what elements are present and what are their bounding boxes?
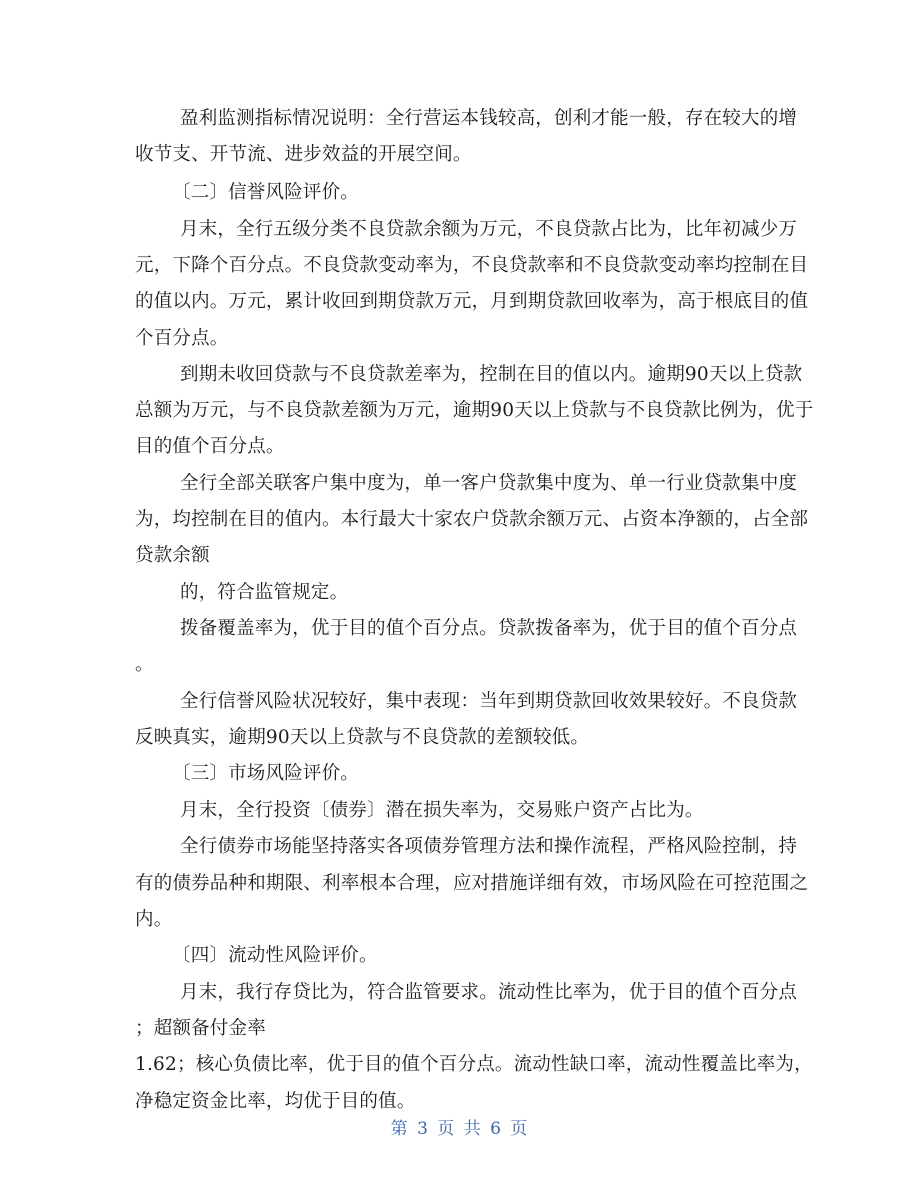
text-line: 反映真实，逾期90天以上贷款与不良贷款的差额较低。	[135, 727, 590, 748]
text-line: 收节支、开节流、进步效益的开展空间。	[135, 144, 472, 165]
section-heading: 〔三〕市场风险评价。	[172, 763, 360, 784]
text-line: 贷款余额	[135, 545, 210, 566]
text-line: 全行全部关联客户集中度为，单一客户贷款集中度为、单一行业贷款集中度	[180, 473, 798, 494]
text-line: 有的债券品种和期限、利率根本合理，应对措施详细有效，市场风险在可控范围之	[135, 873, 809, 894]
text-line: 元，下降个百分点。不良贷款变动率为，不良贷款率和不良贷款变动率均控制在目	[135, 255, 809, 276]
text-line: 净稳定资金比率，均优于目的值。	[135, 1091, 416, 1112]
text-line: 1.62；核心负债比率，优于目的值个百分点。流动性缺口率，流动性覆盖比率为，	[135, 1054, 813, 1075]
page-number-footer: 第 3 页 共 6 页	[390, 1119, 530, 1139]
text-line: 个百分点。	[135, 328, 229, 349]
text-line: 为，均控制在目的值内。本行最大十家农户贷款余额万元、占资本净额的，占全部	[135, 509, 809, 530]
text-line: 的，符合监管规定。	[180, 582, 349, 603]
text-line: 。	[135, 654, 154, 675]
text-line: 目的值个百分点。	[135, 436, 285, 457]
text-line: 盈利监测指标情况说明：全行营运本钱较高，创利才能一般，存在较大的增	[180, 108, 798, 129]
section-heading: 〔二〕信誉风险评价。	[172, 182, 360, 203]
text-line: 内。	[135, 909, 173, 930]
text-line: 总额为万元，与不良贷款差额为万元，逾期90天以上贷款与不良贷款比例为，优于	[135, 400, 814, 421]
text-line: 全行信誉风险状况较好，集中表现：当年到期贷款回收效果较好。不良贷款	[180, 691, 798, 712]
text-line: 拨备覆盖率为，优于目的值个百分点。贷款拨备率为，优于目的值个百分点	[180, 618, 798, 639]
text-line: 全行债券市场能坚持落实各项债券管理方法和操作流程，严格风险控制，持	[180, 836, 798, 857]
text-line: 月末，全行五级分类不良贷款余额为万元，不良贷款占比为，比年初减少万	[180, 219, 798, 240]
text-line: ；超额备付金率	[135, 1018, 266, 1039]
section-heading: 〔四〕流动性风险评价。	[172, 945, 378, 966]
text-line: 的值以内。万元，累计收回到期贷款万元，月到期贷款回收率为，高于根底目的值	[135, 291, 809, 312]
text-line: 到期未收回贷款与不良贷款差率为，控制在目的值以内。逾期90天以上贷款	[180, 364, 803, 385]
text-line: 月末，我行存贷比为，符合监管要求。流动性比率为，优于目的值个百分点	[180, 982, 798, 1003]
text-line: 月末，全行投资〔债券〕潜在损失率为，交易账户资产占比为。	[180, 800, 704, 821]
